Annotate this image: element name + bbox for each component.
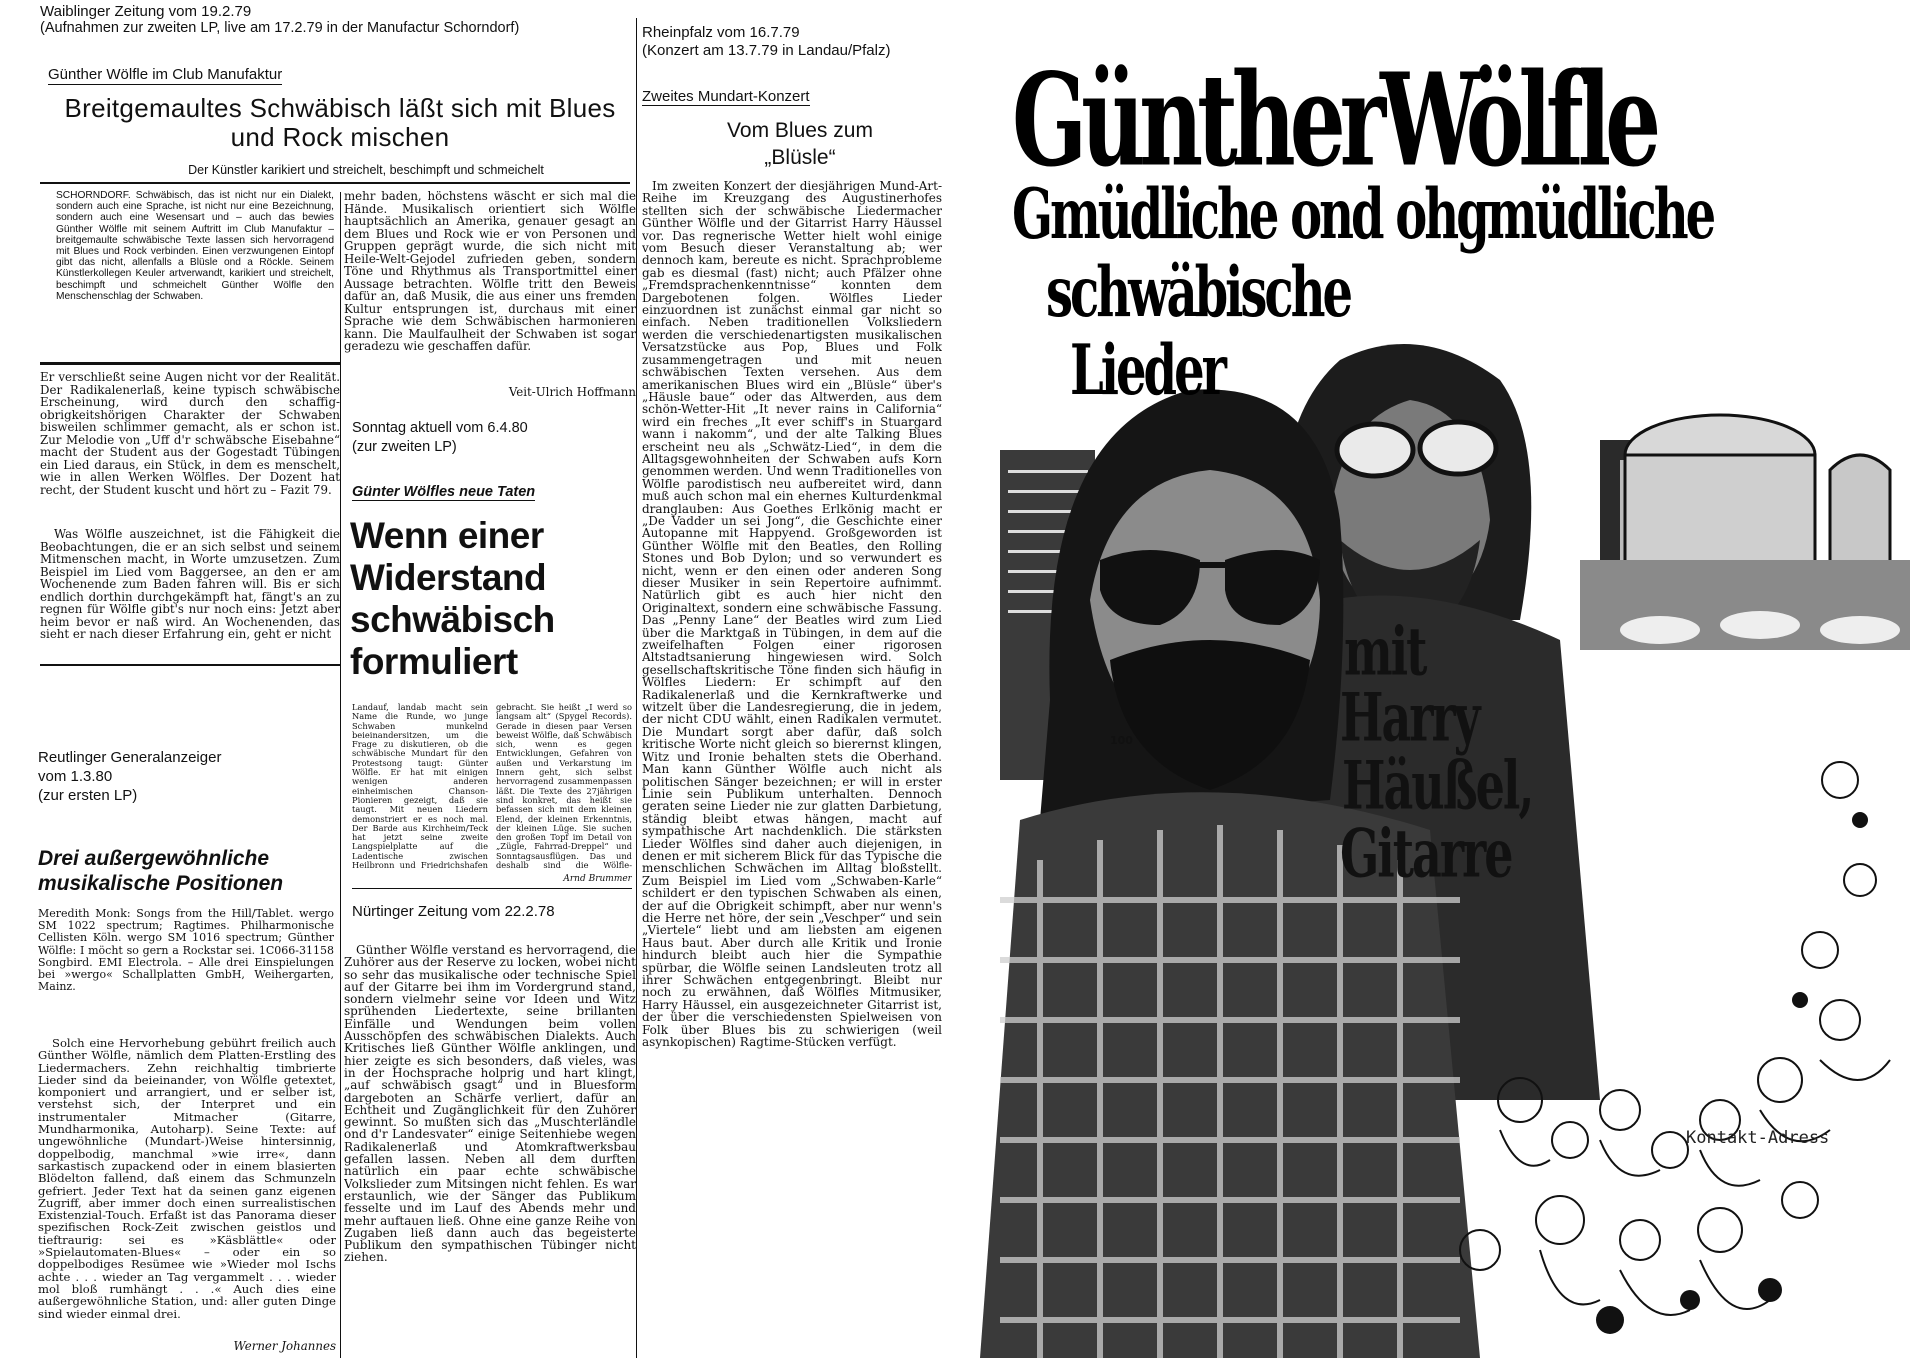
waiblinger-kicker: Günther Wölfle im Club Manufaktur	[48, 66, 283, 83]
sonntag-end-rule	[352, 888, 632, 889]
waiblinger-source	[40, 4, 640, 36]
waiblinger-lead: SCHORNDORF. Schwäbisch, das ist nicht nur ein Dialekt, sondern auch eine Sprache, ist nicht nur eine Bezeichnung, sondern auch eine Wesensart und – auch das bewies Günther Wölfle mit seinem Auftritt im Club Manufaktur – breitgemaulte schwäbische Texte lassen sich hervorragend mit Blues und Rock verbinden. Einen verzwungenen Eintopf gibt das nicht, allenfalls a Blüsle ond a Röckle. Seinem Künstlerkollegen Keuler artverwandt, karikiert und streichelt, beschimpft und schmeichelt Günther Wölfle den Menschenschlag der Schwaben.	[56, 190, 334, 302]
sonntag-source-line2: (zur zweiten LP)	[352, 439, 457, 455]
waiblinger-subheadline: Der Künstler karikiert und streichelt, beschimpft und schmeichelt	[188, 163, 544, 177]
waiblinger-divider	[40, 182, 630, 184]
waiblinger-author: Veit-Ulrich Hoffmann	[508, 386, 636, 399]
waiblinger-source-line1: Waiblinger Zeitung vom 19.2.79	[40, 3, 252, 20]
waiblinger-lead-underline	[40, 362, 340, 365]
reutlinger-source-line2: vom 1.3.80	[38, 768, 113, 785]
waiblinger-col1-p1: Er verschließt seine Augen nicht vor der Realität. Der Radikalenerlaß, keine typisch schwäbische Erscheinung, wird durch den schaffig-obrigkeitshörigen Charakter der Schwaben bisweilen schlimmer gemacht, als er schon ist. Zur Melodie von „Uff d'r schwäbsche Eisebahne“ macht der Student aus der Gogestadt Tübingen ein Lied daraus, ein Stück, in dem es menschelt, wie in allen Werken Wölfles. Der Dozent hat recht, der Student kuscht und hört zu – Fazit 79.	[40, 371, 340, 497]
rheinpfalz-headline: Vom Blues zum „Blüsle“	[727, 119, 873, 169]
reutlinger-headline: Drei außergewöhnliche musikalische Positionen	[38, 847, 284, 895]
waiblinger-col1-p2: Was Wölfle auszeichnet, ist die Fähigkeit die Beobachtungen, die er an sich selbst und seinem Mitmenschen macht, in Worte umzusetzen. Zum Beispiel im Lied vom Baggersee, an den er am Wochenende zum Baden fahren will. Bis er sich endlich dorthin durchgekämpft hat, fängt's an zu regnen für Wölfle gibt's nur noch eins: Jetzt aber heim bevor er naß wird. An Wochenenden, das sieht er nach dieser Erfahrung ein, geht er nicht	[40, 528, 340, 641]
reutlinger-source-line1: Reutlinger Generalanzeiger	[38, 749, 222, 766]
poster-subtitle-line3: Lieder	[1070, 330, 1224, 412]
poster-speed-sign-label: 100	[1110, 734, 1133, 747]
waiblinger-col1-end-rule	[40, 664, 340, 666]
sonntag-body: Landauf, landab macht sein Name die Runde, wo junge Schwaben munkelnd beieinandersitzen, um die Frage zu diskutieren, ob die schwäbische Mundart für den Protestsong taugt: Günter Wölfle. Er hat mit einigen wenigen anderen einheimischen Chanson-Pionieren gezeigt, daß sie taugt. Mit neuen Liedern demonstriert er es noch mal. Der Barde aus Kirchheim/Teck hat jetzt seine zweite Langspielplatte auf die Ladentische zwischen Heilbronn und Friedrichshafen gebracht. Sie heißt „I werd so langsam alt“ (Spygel Records). Gerade in diesen paar Versen beweist Wölfle, daß Schwäbisch sich, wenn es gegen Entwicklungen, Gefahren von außen und Verkarstung im Innern geht, sich selbst hervorragend zusammenpassen läßt. Die Texte des 27jährigen sind konkret, das heißt sie befassen sich mit dem kleinen Elend, der kleinen Erkenntnis, der kleinen Lüge. Sie suchen den großen Topf im Detail von „Zügle, Fahrrad-Dreppel“ und Sonntagsausflügen. Das und deshalb sind die Wölfle-	[352, 703, 632, 871]
poster-guest-line1: mit	[1344, 612, 1426, 691]
column-divider-middle	[636, 18, 637, 1358]
sonntag-source	[352, 420, 632, 455]
reutlinger-source	[38, 748, 328, 805]
rheinpfalz-kicker: Zweites Mundart-Konzert	[642, 88, 810, 105]
rheinpfalz-source-line1: Rheinpfalz vom 16.7.79	[642, 24, 800, 41]
poster-guest-line2: Harry	[1340, 678, 1479, 757]
sonntag-author: Arnd Brummer	[563, 874, 632, 884]
concert-poster	[960, 0, 1920, 1358]
column-divider-left	[340, 192, 341, 1358]
sonntag-kicker: Günter Wölfles neue Taten	[352, 484, 536, 500]
sonntag-source-line1: Sonntag aktuell vom 6.4.80	[352, 420, 528, 436]
nuertinger-source: Nürtinger Zeitung vom 22.2.78	[352, 903, 555, 920]
reutlinger-discography: Meredith Monk: Songs from the Hill/Tablet. wergo SM 1022 spectrum; Ragtimes. Philharmonische Cellisten Köln. wergo SM 1016 spectrum; Günther Wölfle: I möcht so gern a Rockstar sei. 1C066-31158 Songbird. EMI Electrola. – Alle drei Einspielungen bei »wergo« Schallplatten GmbH, Weihergarten, Mainz.	[38, 908, 334, 994]
waiblinger-headline: Breitgemaultes Schwäbisch läßt sich mit Blues und Rock mischen	[64, 93, 616, 152]
reutlinger-body: Solch eine Hervorhebung gebührt freilich auch Günther Wölfle, nämlich dem Platten-Erstling des Liedermachers. Zehn reichhaltig timbrierte Lieder sind da beieinander, von Wölfle getextet, komponiert und arrangiert, und er selber ist, verstehst sich, der Interpret und ein instrumentaler Mitmacher (Gitarre, Mundharmonika, Autoharp). Seine Texte: auf ungewöhnliche (Mundart-)Weise hintersinnig, doppelbodig, manchmal »wie irre«, dann sarkastisch zupackend oder in einem blasierten Blödelton fallend, daß einem das Schmunzeln gefriert. Jeder Text hat da seinen ganz eigenen Zugriff, aber immer doch einen surrealistischen Existenzial-Touch. Erfaßt ist das Panorama dieser spezifischen Rock-Zeit zwischen geistlos und tieftraurig: sei es »Käsblättle« oder »Spielautomaten-Blues« – oder ein so doppelbodiges Resümee wie »Wieder mol Ischs achte . . . wieder an Tag vergammelt . . . wieder mol bloß rumhängt . . .« Auch dies eine außergewöhnliche Station, und: aller guten Dinge sind wieder einmal drei.	[38, 1037, 336, 1321]
rheinpfalz-source	[642, 24, 942, 60]
poster-subtitle-line1: Gmüdliche ond ohgmüdliche	[1012, 174, 1714, 256]
rheinpfalz-source-line2: (Konzert am 13.7.79 in Landau/Pfalz)	[642, 42, 891, 59]
nuertinger-body: Günther Wölfle verstand es hervorragend, die Zuhörer aus der Reserve zu locken, wobei nicht so sehr das musikalische oder technische Spiel auf der Gitarre bei ihm im Vordergrund stand, sondern vielmehr seine vor Ideen und Witz sprühenden Liedertexte, seine brillanten Einfälle und Wendungen beim vollen Ausschöpfen des schwäbischen Dialekts. Auch Kritisches ließ Günther Wölfle anklingen, und hier zeigte es sich besonders, daß vieles, was in der Hochsprache holprig und hart klingt, „auf schwäbisch gsagt“ und in Bluesform dargeboten an Schärfe verliert, dafür an Echtheit und Zugänglichkeit für den Zuhörer gewinnt. So mußten sich das „Muschterländle ond d'r Landesvater“ einige Seitenhiebe wegen Radikalenerlaß und Atomkraftwerksbau gefallen lassen. Neben all dem durften natürlich ein paar echte schwäbische Volkslieder zum Mitsingen nicht fehlen. Es war erstaunlich, wie der Sänger das Publikum fesselte und im Lauf des Abends mehr und mehr auftauen ließ. Ohne eine ganze Reihe von Zugaben ließ dann auch das begeisterte Publikum den sympathischen Tübinger nicht ziehen.	[344, 944, 636, 1265]
sonntag-headline: Wenn einer Widerstand schwäbisch formuliert	[350, 515, 555, 682]
waiblinger-col2: mehr baden, höchstens wäscht er sich mal die Hände. Musikalisch orientiert sich Wölfle hauptsächlich an Amerika, genauer gesagt an dem Blues und Rock wie er von Personen und Gruppen geprägt wurde, die sich nicht mit Heile-Welt-Gejodel zufrieden geben, sondern Töne und Rhythmus als Transportmittel einer Aussage betrachten. Wölfle tritt den Beweis dafür an, daß Musik, die aus einer uns fremden Kultur entsprungen ist, durchaus mit einer Sprache wie dem Schwäbischen harmonieren kann. Die Maulfaulheit der Schwaben ist sogar geradezu wie geschaffen dafür.	[344, 190, 636, 353]
poster-subtitle-line2: schwäbische	[1046, 252, 1351, 334]
poster-guest-line3: Häußel,	[1342, 746, 1533, 825]
reutlinger-source-line3: (zur ersten LP)	[38, 787, 138, 804]
poster-contact-label: Kontakt-Adress	[1686, 1128, 1830, 1148]
reutlinger-author: Werner Johannes	[233, 1340, 336, 1353]
rheinpfalz-body: Im zweiten Konzert der diesjährigen Mund-Art-Reihe im Kreuzgang des Augustinerhofes stellten sich der schwäbische Liedermacher Günther Wölfle und der Gitarrist Harry Häussel vor. Das regnerische Wetter hielt wohl einige vom Besuch dieser Veranstaltung ab; wer dennoch kam, bereute es nicht. Sprachprobleme gab es diesmal (fast) nicht; auch Pfälzer ohne „Fremdsprachenkenntnisse“ konnten dem Dargebotenen folgen. Wölfles Lieder einzuordnen ist zunächst einmal gar nicht so einfach. Neben traditionellen Volksliedern werden die verschiedenartigsten musikalischen Versatzstücke aus Pop, Blues und Folk zusammengetragen und mit neuen schwäbischen Texten versehen. Aus dem amerikanischen Blues wird ein „Blüsle“ über's „Häusle baue“ oder das Altwerden, aus dem schön-Wetter-Hit „It never rains in California“ wird ein freches „It ever schiff's in Stuargard wann i nakomm“, und der alte Talking Blues erscheint neu als „Schwätz-Lied“, in dem die Alltagsgewohnheiten der Schwaben aufs Korn genommen werden. Und wenn Traditionelles von Wölfle parodistisch neu aufbereitet wird, dann muß auch schon mal ein ehernes Kulturdenkmal dranglauben: Aus Goethes Erlkönig macht er „De Vadder un sei Jong“, die Geschichte einer Autopanne mit Happyend. Großgeworden ist Günther Wölfle mit den Beatles, den Rolling Stones und Bob Dylon; und so verwundert es nicht, wenn er den einen oder anderen Song dieser Musiker in sein Repertoire aufnimmt. Natürlich gibt es auch hier nicht den Originaltext, sondern eine schwäbische Fassung. Das „Penny Lane“ der Beatles wird zum Lied über die Marktgaß in Tübingen, in dem auf die zweifelhaften Folgen einer rigorosen Altstadtsanierung hingewiesen wird. Solch gesellschaftskritische Töne finden sich häufig in Wölfles Liedern: Er schimpft auf den Radikalenerlaß und die Kernkraftwerke und witzelt über die Landesregierung, die in jedem, der nicht CDU wählt, einen Radikalen vermutet. Die Mundart sorgt aber dafür, daß solch kritische Worte nicht gleich so bierernst klingen, Witz und Ironie behalten stets die Oberhand. Man kann Günther Wölfle auch nicht als politischen Sänger bezeichnen; er will in erster Linie sein Publikum unterhalten. Dennoch geraten seine Lieder nie zur glatten Darbietung, ständig bleibt etwas hängen, macht auf sympathische Art nachdenklich. Die stärksten Lieder Wölfles sind daher auch diejenigen, in denen er mit sicherem Blick für das Typische die menschlichen Schwächen im Alltag bloßstellt. Zum Beispiel im Lied vom „Schwaben-Karle“ schildert er den typischen Schwaben als einen, der auf die Obrigkeit schimpft, aber nur wenn's die Herre net höre, der sein „Veschper“ und sein „Viertele“ liebt und am liebsten am eigenen Haus baut. Aber durch alle Kritik und Ironie hindurch bleibt auch hier die Sympathie spürbar, die Wölfle seinen Landsleuten trotz all ihrer Schwächen entgegenbringt. Bleibt nur noch zu erwähnen, daß Wölfles Mitmusiker, Harry Häussel, ein ausgezeichneter Gitarrist ist, der über die verschiedensten Spielweisen von Folk über Blues bis zu schwierigen (weil asynkopischen) Ragtime-Stücken verfügt.	[642, 180, 942, 1050]
waiblinger-source-line2: (Aufnahmen zur zweiten LP, live am 17.2.79 in der Manufactur Schorndorf)	[40, 20, 520, 36]
poster-title: GüntherWölfle	[1012, 44, 1656, 195]
poster-guest-line4: Gitarre	[1340, 814, 1512, 893]
